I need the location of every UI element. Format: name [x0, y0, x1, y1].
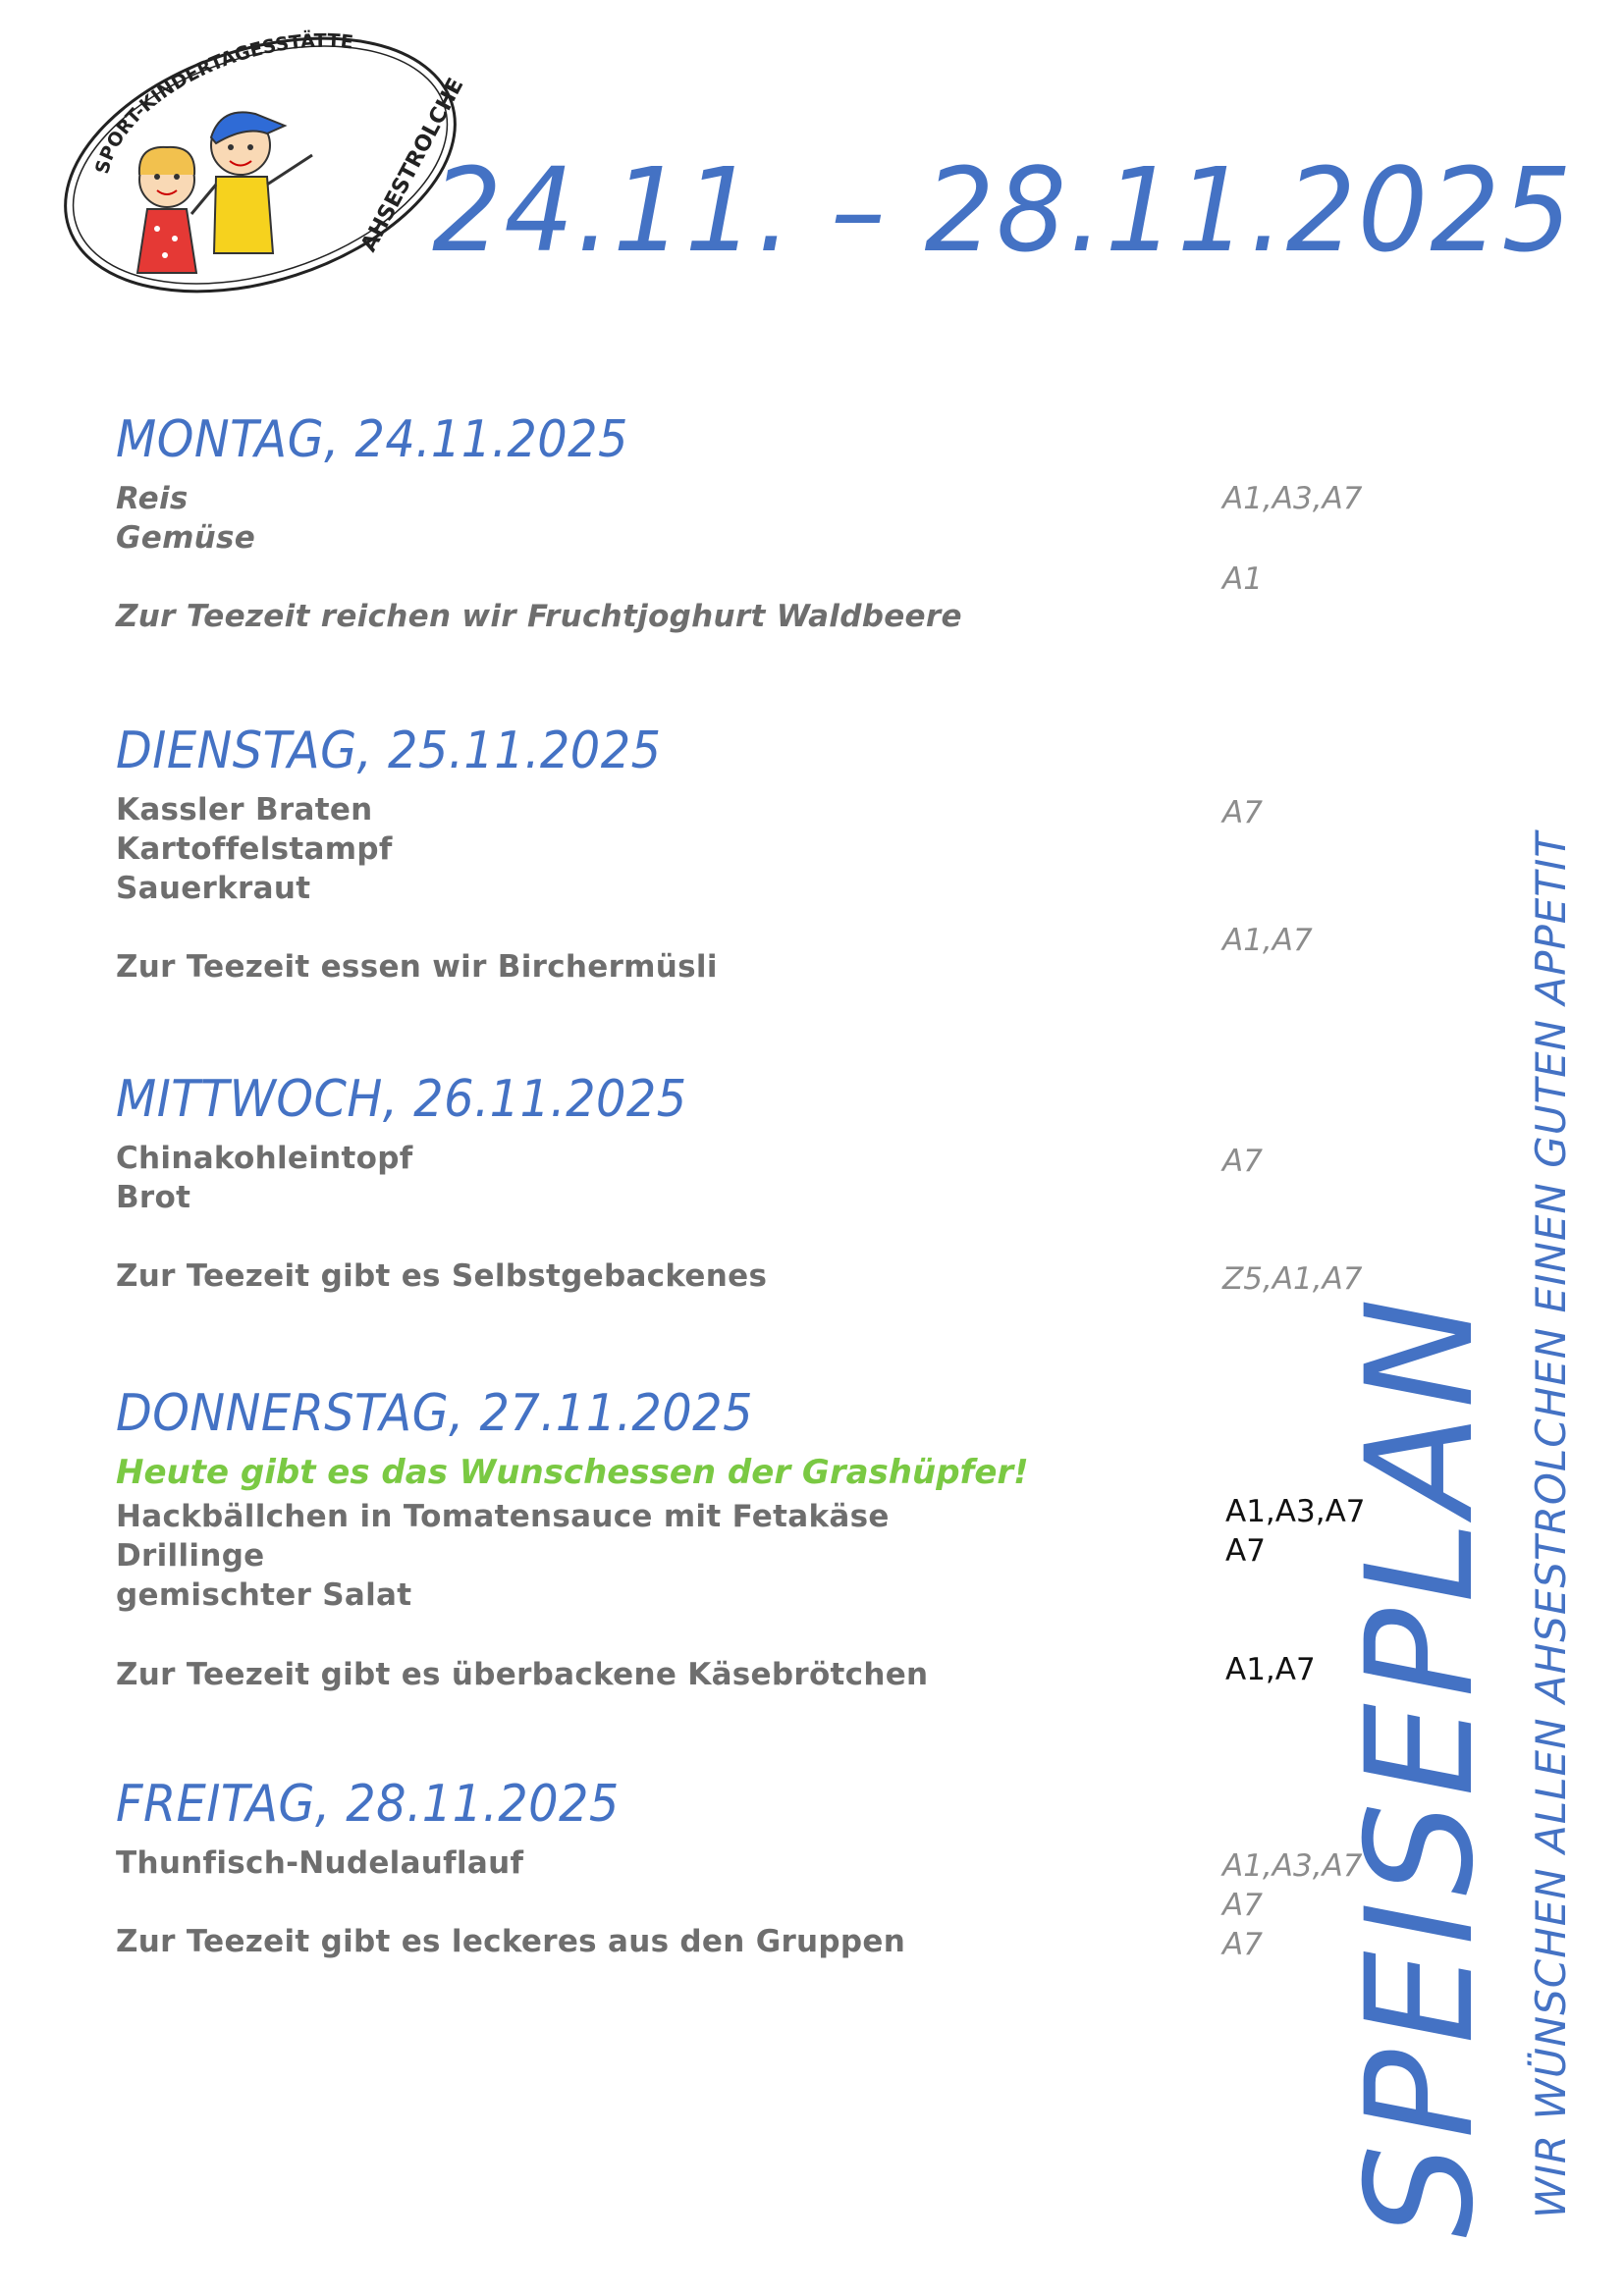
- day-heading-thursday: DONNERSTAG, 27.11.2025: [116, 1384, 753, 1443]
- logo: [49, 27, 471, 302]
- menu-item: Gemüse: [116, 520, 256, 556]
- menu-item: Reis: [116, 481, 189, 516]
- menu-item: Chinakohleintopf: [116, 1141, 413, 1176]
- menu-item: Zur Teezeit gibt es Selbstgebackenes: [116, 1258, 768, 1294]
- speiseplan-vertical-title: SPEISEPLAN: [1335, 1292, 1506, 2238]
- menu-item: Zur Teezeit gibt es überbackene Käsebrötchen: [116, 1657, 929, 1692]
- day-heading-wednesday: MITTWOCH, 26.11.2025: [116, 1070, 687, 1129]
- menu-item: Zur Teezeit reichen wir Fruchtjoghurt Waldbeere: [116, 599, 962, 634]
- logo-top-text: SPORT-KINDERTAGESSTÄTTE: [91, 29, 354, 177]
- allergen-code: A1,A7: [1222, 923, 1313, 958]
- allergen-code: A7: [1225, 1533, 1266, 1569]
- page-title: 24.11. – 28.11.2025: [432, 143, 1574, 279]
- logo-graphic: [49, 27, 471, 302]
- boy-figure-icon: [191, 112, 312, 253]
- menu-item: Sauerkraut: [116, 871, 311, 906]
- allergen-code: A1,A7: [1225, 1652, 1316, 1687]
- allergen-code: A7: [1222, 1144, 1263, 1179]
- highlight-note: Heute gibt es das Wunschessen der Grashüpfer!: [116, 1453, 1029, 1492]
- logo-side-text: AHSESTROLCHE: [356, 74, 469, 256]
- menu-item: Thunfisch-Nudelauflauf: [116, 1845, 524, 1881]
- menu-item: Zur Teezeit gibt es leckeres aus den Gruppen: [116, 1924, 906, 1959]
- allergen-code: A1: [1222, 561, 1263, 597]
- allergen-code: A1,A3,A7: [1222, 481, 1363, 516]
- day-heading-friday: FREITAG, 28.11.2025: [116, 1775, 620, 1834]
- allergen-code: A1,A3,A7: [1222, 1848, 1363, 1884]
- menu-item: Hackbällchen in Tomatensauce mit Fetakäse: [116, 1499, 890, 1534]
- menu-item: Zur Teezeit essen wir Birchermüsli: [116, 949, 718, 985]
- day-heading-tuesday: DIENSTAG, 25.11.2025: [116, 721, 662, 780]
- menu-item: gemischter Salat: [116, 1577, 412, 1613]
- menu-item: Kartoffelstampf: [116, 831, 393, 867]
- allergen-code: A7: [1222, 1888, 1263, 1923]
- allergen-code: A1,A3,A7: [1225, 1494, 1366, 1529]
- day-heading-monday: MONTAG, 24.11.2025: [116, 410, 628, 469]
- appetite-wish-vertical: WIR WÜNSCHEN ALLEN AHSESTROLCHEN EINEN GUTEN APPETIT: [1527, 830, 1575, 2218]
- menu-item: Kassler Braten: [116, 792, 373, 828]
- allergen-code: Z5,A1,A7: [1222, 1261, 1363, 1297]
- allergen-code: A7: [1222, 795, 1263, 830]
- girl-figure-icon: [137, 147, 196, 273]
- menu-item: Brot: [116, 1180, 191, 1215]
- menu-item: Drillinge: [116, 1538, 265, 1574]
- allergen-code: A7: [1222, 1927, 1263, 1962]
